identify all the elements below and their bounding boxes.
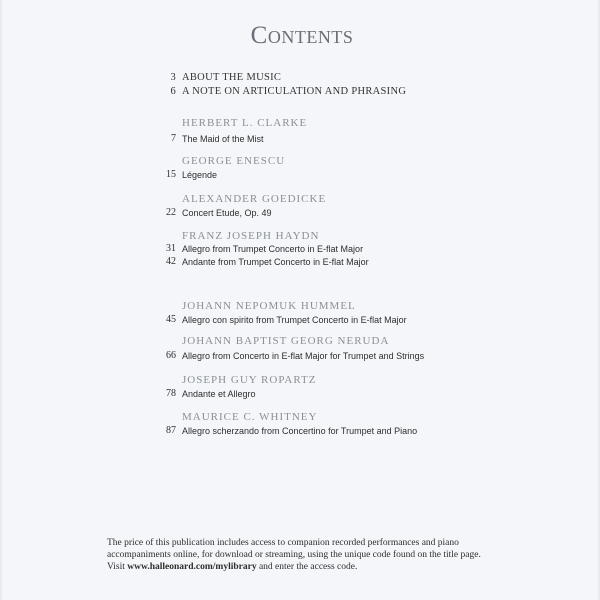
- intro-item-articulation-note[interactable]: [152, 86, 572, 100]
- piece-title: Allegro from Trumpet Concerto in E-flat Major: [182, 244, 364, 254]
- composer-heading: MAURICE C. WHITNEY: [182, 411, 318, 423]
- toc-entry[interactable]: [152, 256, 572, 269]
- piece-title: Légende: [182, 170, 218, 180]
- toc-entry[interactable]: [152, 243, 572, 256]
- piece-title: Allegro con spirito from Trumpet Concerto in E-flat Major: [182, 315, 407, 325]
- access-note-line-2: accompaniments online, for download or streaming, using the unique code found on the title page.: [107, 550, 481, 560]
- intro-item-label: A NOTE ON ARTICULATION AND PHRASING: [182, 86, 407, 97]
- composer-heading: JOSEPH GUY ROPARTZ: [182, 374, 317, 386]
- composer-heading: ALEXANDER GOEDICKE: [182, 193, 327, 205]
- page-number: 45: [166, 314, 176, 325]
- piece-title: The Maid of the Mist: [182, 134, 264, 144]
- piece-title: Andante et Allegro: [182, 389, 256, 399]
- page-title: Contents: [250, 22, 354, 49]
- piece-title: Andante from Trumpet Concerto in E-flat Major: [182, 257, 369, 267]
- toc-entry[interactable]: [152, 388, 572, 401]
- library-url-link[interactable]: www.halleonard.com/mylibrary: [127, 562, 257, 572]
- visit-suffix: and enter the access code.: [256, 562, 358, 572]
- composer-heading: JOHANN NEPOMUK HUMMEL: [182, 300, 356, 312]
- composer-heading: JOHANN BAPTIST GEORG NERUDA: [182, 335, 390, 347]
- page-number: 6: [170, 86, 176, 97]
- piece-title: Allegro scherzando from Concertino for Trumpet and Piano: [182, 426, 418, 436]
- toc-entry[interactable]: [152, 207, 572, 220]
- composer-heading: GEORGE ENESCU: [182, 155, 286, 167]
- piece-title: Allegro from Concerto in E-flat Major for Trumpet and Strings: [182, 351, 425, 361]
- page-number: 15: [166, 169, 176, 180]
- access-note-line-1: The price of this publication includes access to companion recorded performances and piano: [107, 538, 459, 548]
- page-number: 66: [166, 350, 176, 361]
- toc-entry[interactable]: [152, 133, 572, 146]
- page-number: 42: [166, 256, 176, 267]
- access-note: [107, 537, 517, 573]
- intro-list: [152, 72, 572, 100]
- composer-heading: HERBERT L. CLARKE: [182, 117, 308, 129]
- toc-entry[interactable]: [152, 425, 572, 438]
- toc-entry[interactable]: [152, 169, 572, 182]
- visit-prefix: Visit: [107, 562, 128, 572]
- composer-heading: FRANZ JOSEPH HAYDN: [182, 230, 320, 242]
- page-number: 7: [171, 133, 176, 144]
- toc-entry[interactable]: [152, 314, 572, 327]
- page-number: 78: [166, 388, 176, 399]
- toc-entry[interactable]: [152, 350, 572, 363]
- page-number: 31: [166, 243, 176, 254]
- piece-title: Concert Etude, Op. 49: [182, 208, 272, 218]
- page-number: 3: [170, 72, 176, 83]
- access-note-line-3: [107, 561, 517, 573]
- page-number: 87: [166, 425, 176, 436]
- intro-item-about-music[interactable]: [152, 72, 572, 86]
- page-number: 22: [166, 207, 176, 218]
- intro-item-label: ABOUT THE MUSIC: [182, 72, 282, 83]
